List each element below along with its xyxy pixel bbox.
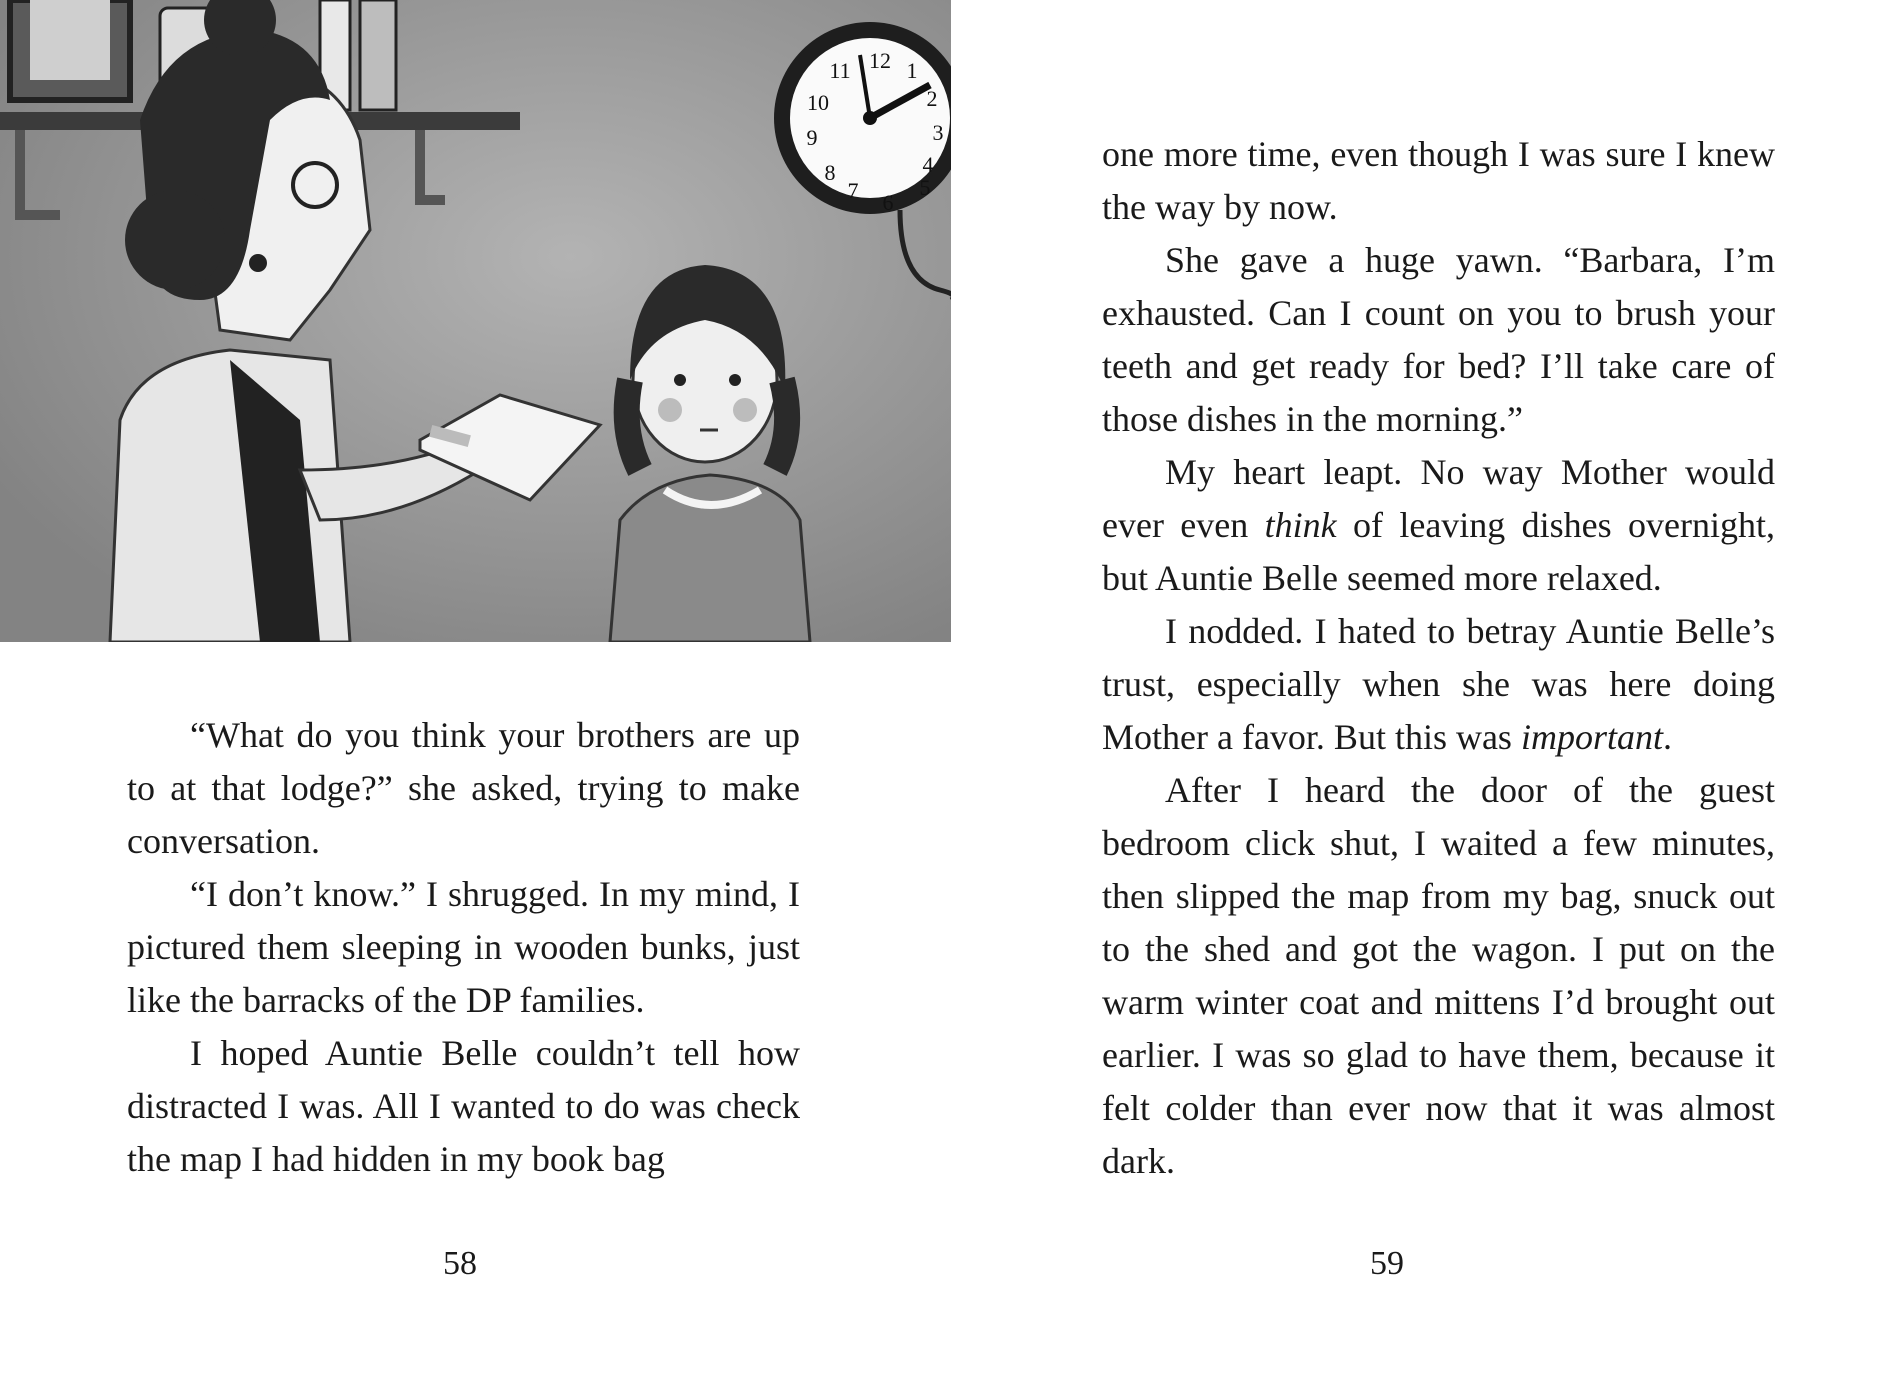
page-number: 58 bbox=[443, 1245, 477, 1282]
clock-numeral-3: 3 bbox=[932, 120, 944, 145]
clock-numeral-10: 10 bbox=[807, 90, 829, 115]
left-page-text bbox=[127, 709, 800, 1186]
illustration-woman-and-girl-with-clock bbox=[0, 0, 951, 642]
chapter-illustration bbox=[0, 0, 951, 642]
right-page bbox=[945, 0, 1890, 1373]
paragraph: I hoped Auntie Belle couldn’t tell how distracted I was. All I wanted to do was check the map I had hidden in my book bag bbox=[127, 1033, 800, 1179]
paragraph: “What do you think your brothers are up to at that lodge?” she asked, trying to make conversation. bbox=[127, 715, 800, 861]
paragraph-continued: one more time, even though I was sure I knew the way by now. bbox=[1102, 134, 1775, 227]
emphasis: important bbox=[1520, 717, 1663, 757]
paragraph: “I don’t know.” I shrugged. In my mind, I pictured them sleeping in wooden bunks, just like the barracks of the DP families. bbox=[127, 874, 800, 1020]
clock-numeral-4: 4 bbox=[922, 152, 934, 177]
clock-numeral-2: 2 bbox=[926, 86, 938, 111]
text-run: . bbox=[1662, 717, 1672, 757]
emphasis: think bbox=[1264, 505, 1337, 545]
clock-numeral-8: 8 bbox=[824, 160, 836, 185]
clock-numeral-6: 6 bbox=[882, 190, 894, 215]
clock-numeral-7: 7 bbox=[847, 178, 859, 203]
text-run: of leaving dishes overnight, but Auntie Belle seemed more relaxed. bbox=[1102, 505, 1776, 598]
page-number: 59 bbox=[1370, 1245, 1404, 1282]
paragraph: She gave a huge yawn. “Barbara, I’m exhausted. Can I count on you to brush your teeth and get ready for bed? I’ll take care of those dishes in the morning.” bbox=[1102, 240, 1775, 439]
paragraph bbox=[1102, 605, 1775, 764]
clock-numeral-12: 12 bbox=[869, 48, 891, 73]
text-run: My heart leapt. No way Mother would ever even bbox=[1102, 452, 1775, 545]
right-page-text bbox=[1102, 128, 1775, 1188]
clock-numeral-5: 5 bbox=[919, 175, 931, 200]
paragraph: After I heard the door of the guest bedroom click shut, I waited a few minutes, then slipped the map from my bag, snuck out to the shed and got the wagon. I put on the warm winter coat and mittens I’d brought out earlier. I was so glad to have them, because it felt colder than ever now that it was almost dark. bbox=[1102, 770, 1775, 1181]
clock-numeral-9: 9 bbox=[806, 125, 818, 150]
paragraph bbox=[1102, 446, 1775, 605]
clock-numeral-11: 11 bbox=[829, 58, 851, 83]
clock-numeral-1: 1 bbox=[906, 58, 918, 83]
text-run: I nodded. I hated to betray Auntie Belle’s trust, especially when she was here doing Mother a favor. But this was bbox=[1102, 611, 1775, 757]
